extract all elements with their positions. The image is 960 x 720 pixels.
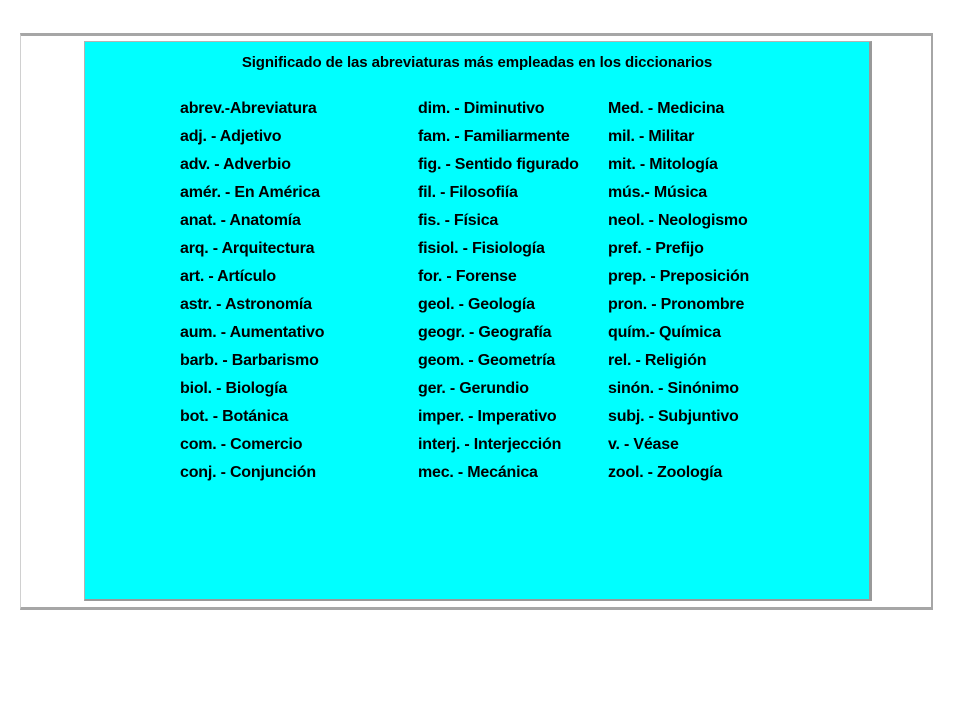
abbreviation-item: barb. - Barbarismo (180, 352, 319, 369)
abbreviation-item: art. - Artículo (180, 268, 276, 285)
abbreviation-item: pref. - Prefijo (608, 240, 704, 257)
abbreviation-item: arq. - Arquitectura (180, 240, 315, 257)
abbreviation-item: sinón. - Sinónimo (608, 380, 739, 397)
abbreviation-item: prep. - Preposición (608, 268, 750, 285)
abbreviation-item: fil. - Filosofiía (418, 184, 518, 201)
abbreviation-item: neol. - Neologismo (608, 212, 748, 229)
abbreviation-item: fis. - Física (418, 212, 499, 229)
abbreviation-item: imper. - Imperativo (418, 408, 557, 425)
abbreviation-item: ger. - Gerundio (418, 380, 529, 397)
abbreviations-panel (84, 41, 872, 601)
abbreviation-item: v. - Véase (608, 436, 679, 453)
abbreviation-item: mit. - Mitología (608, 156, 718, 173)
abbreviation-columns (180, 95, 878, 487)
panel-title: Significado de las abreviaturas más empleadas en los diccionarios (241, 54, 713, 71)
abbreviation-item: quím.- Química (608, 324, 721, 341)
abbreviation-item: mús.- Música (608, 184, 707, 201)
abbreviation-item: bot. - Botánica (180, 408, 289, 425)
slide-frame (20, 33, 933, 610)
abbreviation-item: Med. - Medicina (608, 100, 725, 117)
abbreviation-item: geogr. - Geografía (418, 324, 552, 341)
abbreviation-item: zool. - Zoología (608, 464, 723, 481)
abbreviation-item: fig. - Sentido figurado (418, 156, 579, 173)
abbreviation-item: pron. - Pronombre (608, 296, 745, 313)
abbreviation-item: com. - Comercio (180, 436, 303, 453)
abbreviation-column-2 (418, 95, 608, 487)
abbreviation-item: conj. - Conjunción (180, 464, 316, 481)
abbreviation-column-3 (608, 95, 878, 487)
abbreviation-item: mec. - Mecánica (418, 464, 538, 481)
abbreviation-item: interj. - Interjección (418, 436, 562, 453)
abbreviation-item: anat. - Anatomía (180, 212, 301, 229)
abbreviation-item: abrev.-Abreviatura (180, 100, 317, 117)
abbreviation-item: adv. - Adverbio (180, 156, 291, 173)
abbreviation-item: astr. - Astronomía (180, 296, 312, 313)
abbreviation-item: geom. - Geometría (418, 352, 556, 369)
abbreviation-item: biol. - Biología (180, 380, 288, 397)
abbreviation-item: geol. - Geología (418, 296, 535, 313)
abbreviation-item: aum. - Aumentativo (180, 324, 325, 341)
abbreviation-item: subj. - Subjuntivo (608, 408, 739, 425)
abbreviation-item: fam. - Familiarmente (418, 128, 570, 145)
abbreviation-item: dim. - Diminutivo (418, 100, 545, 117)
abbreviation-item: amér. - En América (180, 184, 320, 201)
abbreviation-item: rel. - Religión (608, 352, 707, 369)
abbreviation-item: fisiol. - Fisiología (418, 240, 545, 257)
abbreviation-item: adj. - Adjetivo (180, 128, 282, 145)
abbreviation-item: for. - Forense (418, 268, 517, 285)
abbreviation-item: mil. - Militar (608, 128, 695, 145)
abbreviation-column-1 (180, 95, 418, 487)
